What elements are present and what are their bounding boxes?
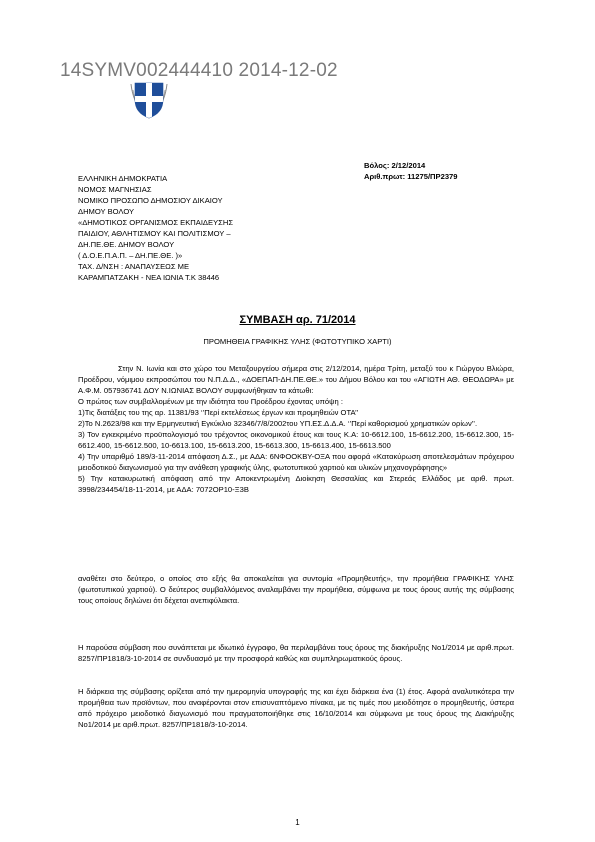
sender-line: ΤΑΧ. Δ/ΝΣΗ : ΑΝΑΠΑΥΣΕΩΣ ΜΕ [78, 262, 190, 271]
terms-paragraph: Η παρούσα σύμβαση που συνάπτεται με ιδιωτικό έγγραφο, θα περιλαμβάνει τους όρους της διακήρυξης Νο1/2014 με αριθ.πρωτ. 8257/ΠΡ1818/3-10-2014 σε συνδυασμό με την προσφορά καθώς και συμπληρωματικούς όρους. [78, 643, 514, 663]
contract-subtitle: ΠΡΟΜΗΘΕΙΑ ΓΡΑΦΙΚΗΣ ΥΛΗΣ (ΦΩΤΟΤΥΠΙΚΟ ΧΑΡΤΙ) [203, 337, 392, 346]
document-watermark-id: 14SYMV002444410 2014-12-02 [60, 60, 338, 81]
supplier-paragraph: αναθέτει στο δεύτερο, ο οποίος στο εξής θα αποκαλείται για συντομία «Προμηθευτής», την προμήθεια ΓΡΑΦΙΚΗΣ ΥΛΗΣ (φωτοτυπικού χαρτιού). Ο δεύτερος συμβαλλόμενος αναλαμβάνει την προμήθεια, σύμφωνα με τους όρους αυτής της σύμβασης τους οποίους δηλώνει ότι δέχεται ανεπιφύλακτα. [78, 574, 514, 605]
sender-line: ΝΟΜΟΣ ΜΑΓΝΗΣΙΑΣ [78, 185, 152, 194]
sender-line: ΔΗ.ΠΕ.ΘΕ. ΔΗΜΟΥ ΒΟΛΟΥ [78, 240, 175, 249]
sender-line: ΝΟΜΙΚΟ ΠΡΟΣΩΠΟ ΔΗΜΟΣΙΟΥ ΔΙΚΑΙΟΥ [78, 196, 223, 205]
consideration-item: 2)Το Ν.2623/98 και την Ερμηνευτική Εγκύκλιο 32346/7/8/2002του ΥΠ.ΕΣ.Δ.Δ.Α. ‘’Περί καθορισμού χρηματικών ορίων’’. [78, 419, 478, 428]
sender-line: ΚΑΡΑΜΠΑΤΖΑΚΗ - ΝΕΑ ΙΩΝΙΑ Τ.Κ 38446 [78, 273, 220, 282]
document-date: Βόλος: 2/12/2014 [364, 161, 426, 170]
header-right-block [364, 160, 458, 182]
intro-section [78, 363, 514, 495]
greek-emblem-icon [129, 80, 169, 120]
consideration-item: 4) Την υπαριθμό 189/3-11-2014 απόφαση Δ.Σ., με ΑΔΑ: 6ΝΦΟΟΚΒΥ-ΟΞΑ που αφορά «Κατακύρωση αποτελεσμάτων πρόχειρου μειοδοτικού διαγωνισμού για την ανάθεση γραφικής ύλης, φωτοτυπικού χαρτιού και υλικών μηχανογράφησης» [78, 452, 514, 472]
sender-line: ( Δ.Ο.Ε.Π.Α.Π. – ΔΗ.ΠΕ.ΘΕ. )» [78, 251, 183, 260]
sender-block [78, 173, 233, 283]
sender-line: ΠΑΙΔΙΟΥ, ΑΘΛΗΤΙΣΜΟΥ ΚΑΙ ΠΟΛΙΤΙΣΜΟΥ – [78, 229, 231, 238]
sender-line: ΕΛΛΗΝΙΚΗ ΔΗΜΟΚΡΑΤΙΑ [78, 174, 168, 183]
consideration-item: 1)Τις διατάξεις του της αρ. 11381/93 ‘’Περί εκτελέσεως έργων και προμηθειών ΟΤΑ’’ [78, 408, 359, 417]
sender-line: ΔΗΜΟΥ ΒΟΛΟΥ [78, 207, 135, 216]
duration-paragraph: Η διάρκεια της σύμβασης ορίζεται από την ημερομηνία υπογραφής της και έχει διάρκεια ένα (1) έτος. Αφορά αναλυτικότερα την προμήθεια των προϊόντων, που αναφέρονται στον επισυναπτόμενο πίνακα, με τις τιμές που μειοδότησε ο προμηθευτής, ύστερα από πρόχειρο μειοδοτικό διαγωνισμό που πραγματοποιήθηκε στις 16/10/2014 και σύμφωνα με τους όρους της Διακήρυξης Νο1/2014 με αριθ.πρωτ. 8257/ΠΡ1818/3-10-2014. [78, 687, 514, 729]
consideration-item: 3) Τον εγκεκριμένο προϋπολογισμό του τρέχοντος οικονομικού έτους και τους Κ.Α: 10-6612.100, 15-6612.200, 15-6612.300, 15-6612.400, 15-6612.500, 10-6613.100, 15-6613.200, 15-6613.300, 15-6613.400, 15-6613.500 [78, 430, 514, 450]
consideration-item: 5) Την κατακυρωτική απόφαση από την Αποκεντρωμένη Διοίκηση Θεσσαλίας και Στερεάς Ελλάδος με αριθ. πρωτ. 3998/234454/18-11-2014, με ΑΔΑ: 7072ΟΡ10-Ξ3Β [78, 474, 514, 494]
sender-line: «ΔΗΜΟΤΙΚΟΣ ΟΡΓΑΝΙΣΜΟΣ ΕΚΠΑΙΔΕΥΣΗΣ [78, 218, 234, 227]
page-number: 1 [295, 818, 300, 827]
protocol-number: Αριθ.πρωτ: 11275/ΠΡ2379 [364, 172, 458, 181]
contract-title: ΣΥΜΒΑΣΗ αρ. 71/2014 [239, 314, 356, 326]
intro-considering: Ο πρώτος των συμβαλλομένων με την ιδιότητα του Προέδρου έχοντας υπόψη : [78, 397, 343, 406]
intro-paragraph: Στην Ν. Ιωνία και στο χώρο του Μεταξουργείου σήμερα στις 2/12/2014, ημέρα Τρίτη, μεταξύ του κ Γιώργου Βλιώρα, Προέδρου, νόμιμου εκπροσώπου του Ν.Π.Δ.Δ., «ΔΟΕΠΑΠ-ΔΗ.ΠΕ.ΘΕ.» του Δήμου Βόλου και του «ΑΓΙΩΤΗ ΑΘ. ΘΕΟΔΩΡΑ» με Α.Φ.Μ. 057936741 ΔΟΥ Ν.ΙΩΝΙΑΣ ΒΟΛΟΥ συμφωνήθηκαν τα κάτωθι: [78, 364, 514, 395]
